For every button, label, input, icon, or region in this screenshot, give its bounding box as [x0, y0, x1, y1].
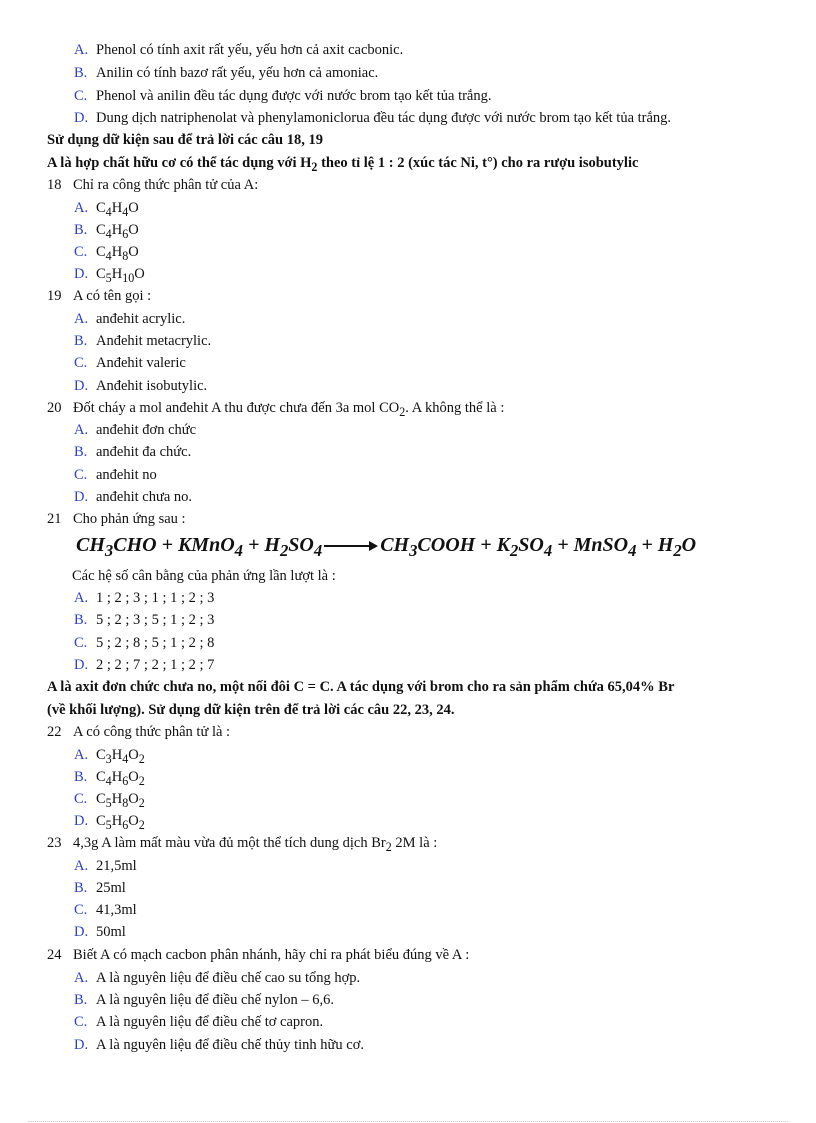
intro-text: theo tỉ lệ 1 : 2 (xúc tác Ni, t°) cho ra rượu isobutylic: [317, 155, 639, 171]
q19-option-d: [74, 377, 207, 395]
formula-text: O: [134, 266, 145, 282]
option-letter: D.: [74, 813, 89, 829]
option-formula: [96, 769, 145, 788]
q18-option-a: [74, 199, 139, 221]
section-heading-18-19: Sử dụng dữ kiện sau để trả lời các câu 18, 19: [47, 132, 323, 148]
formula-text: C: [96, 769, 106, 785]
intro-subscript: 2: [311, 159, 318, 174]
formula-text: CH: [380, 534, 410, 556]
question-number: 21: [47, 511, 62, 527]
question-text: . A không thể là :: [405, 400, 505, 416]
page-bottom-divider: [28, 1121, 788, 1122]
option-text: Phenol và anilin đều tác dụng được với nước brom tạo kết tủa trắng.: [96, 88, 492, 104]
q24-option-a: [74, 969, 360, 987]
option-letter: B.: [74, 222, 88, 238]
option-formula: [96, 222, 139, 241]
question-text: 4,3g A làm mất màu vừa đủ một thể tích dung dịch Br: [73, 835, 386, 851]
formula-subscript: 4: [234, 541, 243, 560]
formula-text: H: [111, 791, 123, 807]
option-text: A là nguyên liệu để điều chế nylon – 6,6.: [96, 992, 334, 1008]
q22-option-d: [74, 812, 145, 834]
q20-option-d: [74, 488, 192, 506]
option-letter: A.: [74, 42, 89, 58]
q19-option-b: [74, 332, 211, 350]
q20-option-b: [74, 443, 191, 461]
equation-products: [380, 534, 697, 560]
formula-text: + H: [243, 534, 280, 556]
formula-text: H: [111, 747, 123, 763]
question-18: [47, 176, 258, 194]
q22-option-a: [74, 746, 145, 768]
q22-option-b: [74, 768, 145, 790]
option-letter: B.: [74, 769, 88, 785]
q24-option-b: [74, 991, 334, 1009]
option-letter: A.: [74, 422, 89, 438]
formula-subscript: 2: [673, 541, 682, 560]
q24-option-c: [74, 1013, 323, 1031]
formula-subscript: 2: [509, 541, 519, 560]
formula-text: O: [128, 222, 139, 238]
option-letter: C.: [74, 902, 88, 918]
option-letter: C.: [74, 88, 88, 104]
formula-subscript: 2: [138, 751, 145, 766]
question-24: [47, 946, 469, 964]
option-letter: B.: [74, 333, 88, 349]
formula-subscript: 2: [138, 795, 145, 810]
formula-subscript: 5: [105, 270, 112, 285]
question-20: [47, 399, 504, 421]
formula-text: C: [96, 266, 106, 282]
formula-text: C: [96, 244, 106, 260]
formula-text: H: [111, 200, 123, 216]
option-text: 21,5ml: [96, 858, 137, 874]
section-intro-22-24-line1: A là axit đơn chức chưa no, một nối đôi C = C. A tác dụng với brom cho ra sản phẩm chứa 65,04% Br: [47, 679, 675, 695]
formula-text: O: [681, 534, 697, 556]
formula-text: H: [111, 769, 123, 785]
option-text: anđehit đơn chức: [96, 422, 197, 438]
formula-subscript: 8: [122, 795, 129, 810]
option-letter: D.: [74, 924, 89, 940]
option-text: 50ml: [96, 924, 126, 940]
option-letter: D.: [74, 266, 89, 282]
q17-option-a: [74, 41, 403, 59]
option-text: anđehit chưa no.: [96, 489, 193, 505]
question-number: 20: [47, 400, 62, 416]
q21-option-d: [74, 656, 214, 674]
option-letter: C.: [74, 467, 88, 483]
formula-subscript: 2: [279, 541, 289, 560]
formula-subscript: 5: [105, 795, 112, 810]
option-text: Dung dịch natriphenolat và phenylamoniclorua đều tác dụng được với nước brom tạo kết tủa trắng.: [96, 110, 672, 126]
formula-text: CHO + KMnO: [113, 534, 235, 556]
formula-text: C: [96, 813, 106, 829]
option-text: 5 ; 2 ; 8 ; 5 ; 1 ; 2 ; 8: [96, 635, 215, 651]
formula-text: + H: [636, 534, 674, 556]
reaction-equation: [76, 534, 696, 561]
option-text: Phenol có tính axit rất yếu, yếu hơn cả axit cacbonic.: [96, 42, 404, 58]
option-formula: [96, 813, 145, 832]
formula-text: H: [111, 222, 123, 238]
option-text: A là nguyên liệu để điều chế tơ capron.: [96, 1014, 324, 1030]
formula-text: O: [128, 813, 139, 829]
option-letter: C.: [74, 791, 88, 807]
formula-text: CH: [76, 534, 105, 556]
option-formula: [96, 266, 145, 285]
option-letter: D.: [74, 1037, 89, 1053]
formula-subscript: 6: [122, 817, 129, 832]
option-letter: D.: [74, 378, 89, 394]
option-formula: [96, 244, 139, 263]
option-formula: [96, 791, 145, 810]
option-text: anđehit đa chức.: [96, 444, 192, 460]
option-letter: B.: [74, 880, 88, 896]
option-text: 1 ; 2 ; 3 ; 1 ; 1 ; 2 ; 3: [96, 590, 215, 606]
formula-subscript: 10: [122, 270, 135, 285]
q21-option-c: [74, 634, 214, 652]
q23-option-b: [74, 879, 126, 897]
q21-subtext: Các hệ số cân bằng của phản ứng lần lượt là :: [72, 568, 336, 584]
formula-text: C: [96, 222, 106, 238]
q17-option-c: [74, 87, 492, 105]
option-letter: A.: [74, 970, 89, 986]
option-letter: D.: [74, 489, 89, 505]
option-letter: A.: [74, 200, 89, 216]
option-letter: C.: [74, 1014, 88, 1030]
option-text: 5 ; 2 ; 3 ; 5 ; 1 ; 2 ; 3: [96, 612, 215, 628]
question-number: 24: [47, 947, 62, 963]
q17-option-d: [74, 109, 671, 127]
q21-option-b: [74, 611, 214, 629]
formula-text: H: [111, 244, 123, 260]
section-intro-18-19: [47, 154, 638, 176]
option-letter: A.: [74, 747, 89, 763]
formula-subscript: 4: [122, 204, 129, 219]
intro-text: A là hợp chất hữu cơ có thể tác dụng với H: [47, 155, 312, 171]
formula-text: C: [96, 200, 106, 216]
option-letter: D.: [74, 657, 89, 673]
question-number: 23: [47, 835, 62, 851]
question-text: Biết A có mạch cacbon phân nhánh, hãy chỉ ra phát biểu đúng về A :: [73, 947, 470, 963]
section-intro-22-24-line2: (về khối lượng). Sử dụng dữ kiện trên để trả lời các câu 22, 23, 24.: [47, 702, 455, 718]
formula-subscript: 4: [628, 541, 637, 560]
formula-subscript: 6: [122, 226, 129, 241]
formula-subscript: 4: [105, 226, 112, 241]
formula-subscript: 4: [543, 541, 553, 560]
formula-text: O: [128, 791, 139, 807]
question-text: Đốt cháy a mol anđehit A thu được chưa đến 3a mol CO: [73, 400, 400, 416]
option-text: 2 ; 2 ; 7 ; 2 ; 1 ; 2 ; 7: [96, 657, 215, 673]
q23-option-d: [74, 923, 126, 941]
option-letter: A.: [74, 858, 89, 874]
question-23: [47, 834, 437, 856]
formula-subscript: 2: [138, 773, 145, 788]
option-text: Anilin có tính bazơ rất yếu, yếu hơn cả amoniac.: [96, 65, 379, 81]
q19-option-a: [74, 310, 185, 328]
equation-reactants: [76, 534, 323, 560]
q18-option-b: [74, 221, 139, 243]
formula-text: O: [128, 200, 139, 216]
question-number: 22: [47, 724, 62, 740]
option-letter: B.: [74, 65, 88, 81]
question-text: A có công thức phân tử là :: [73, 724, 231, 740]
option-formula: [96, 747, 145, 766]
question-subscript: 2: [399, 404, 406, 419]
q18-option-d: [74, 265, 145, 287]
formula-text: O: [128, 747, 139, 763]
formula-text: H: [111, 266, 123, 282]
formula-text: C: [96, 791, 106, 807]
option-letter: C.: [74, 635, 88, 651]
q22-option-c: [74, 790, 145, 812]
formula-text: COOH + K: [417, 534, 510, 556]
option-letter: B.: [74, 612, 88, 628]
formula-text: O: [128, 769, 139, 785]
formula-subscript: 2: [138, 817, 145, 832]
option-text: 25ml: [96, 880, 126, 896]
question-text: Cho phản ứng sau :: [73, 511, 186, 527]
option-letter: B.: [74, 992, 88, 1008]
formula-text: + MnSO: [552, 534, 629, 556]
q18-option-c: [74, 243, 139, 265]
option-formula: [96, 200, 139, 219]
question-number: 18: [47, 177, 62, 193]
question-21: [47, 510, 186, 528]
option-text: 41,3ml: [96, 902, 137, 918]
formula-subscript: 8: [122, 248, 129, 263]
formula-text: O: [128, 244, 139, 260]
formula-text: SO: [518, 534, 544, 556]
option-letter: B.: [74, 444, 88, 460]
q19-option-c: [74, 354, 186, 372]
formula-text: C: [96, 747, 106, 763]
formula-text: SO: [288, 534, 314, 556]
question-number: 19: [47, 288, 62, 304]
option-text: Anđehit isobutylic.: [96, 378, 208, 394]
question-text: Chỉ ra công thức phân tử của A:: [73, 177, 259, 193]
option-text: Anđehit valeric: [96, 355, 186, 371]
option-text: anđehit acrylic.: [96, 311, 186, 327]
option-text: Anđehit metacrylic.: [96, 333, 212, 349]
q23-option-c: [74, 901, 137, 919]
option-letter: A.: [74, 311, 89, 327]
formula-text: H: [111, 813, 123, 829]
formula-subscript: 3: [409, 541, 418, 560]
option-letter: D.: [74, 110, 89, 126]
formula-subscript: 3: [104, 541, 114, 560]
q20-option-a: [74, 421, 196, 439]
question-text: A có tên gọi :: [73, 288, 152, 304]
option-text: A là nguyên liệu để điều chế thủy tinh hữu cơ.: [96, 1037, 365, 1053]
question-22: [47, 723, 230, 741]
question-19: [47, 287, 151, 305]
formula-subscript: 5: [105, 817, 112, 832]
q17-option-b: [74, 64, 378, 82]
q21-option-a: [74, 589, 214, 607]
formula-subscript: 4: [105, 248, 112, 263]
formula-subscript: 4: [313, 541, 323, 560]
q24-option-d: [74, 1036, 364, 1054]
option-letter: C.: [74, 355, 88, 371]
formula-subscript: 3: [105, 751, 112, 766]
formula-subscript: 4: [122, 751, 129, 766]
formula-subscript: 6: [122, 773, 129, 788]
formula-subscript: 4: [105, 773, 112, 788]
q23-option-a: [74, 857, 137, 875]
option-letter: C.: [74, 244, 88, 260]
option-text: A là nguyên liệu để điều chế cao su tổng hợp.: [96, 970, 361, 986]
option-letter: A.: [74, 590, 89, 606]
question-text: 2M là :: [391, 835, 438, 851]
q20-option-c: [74, 466, 157, 484]
option-text: anđehit no: [96, 467, 157, 483]
reaction-arrow-icon: [324, 539, 378, 553]
question-subscript: 2: [385, 839, 392, 854]
formula-subscript: 4: [105, 204, 112, 219]
